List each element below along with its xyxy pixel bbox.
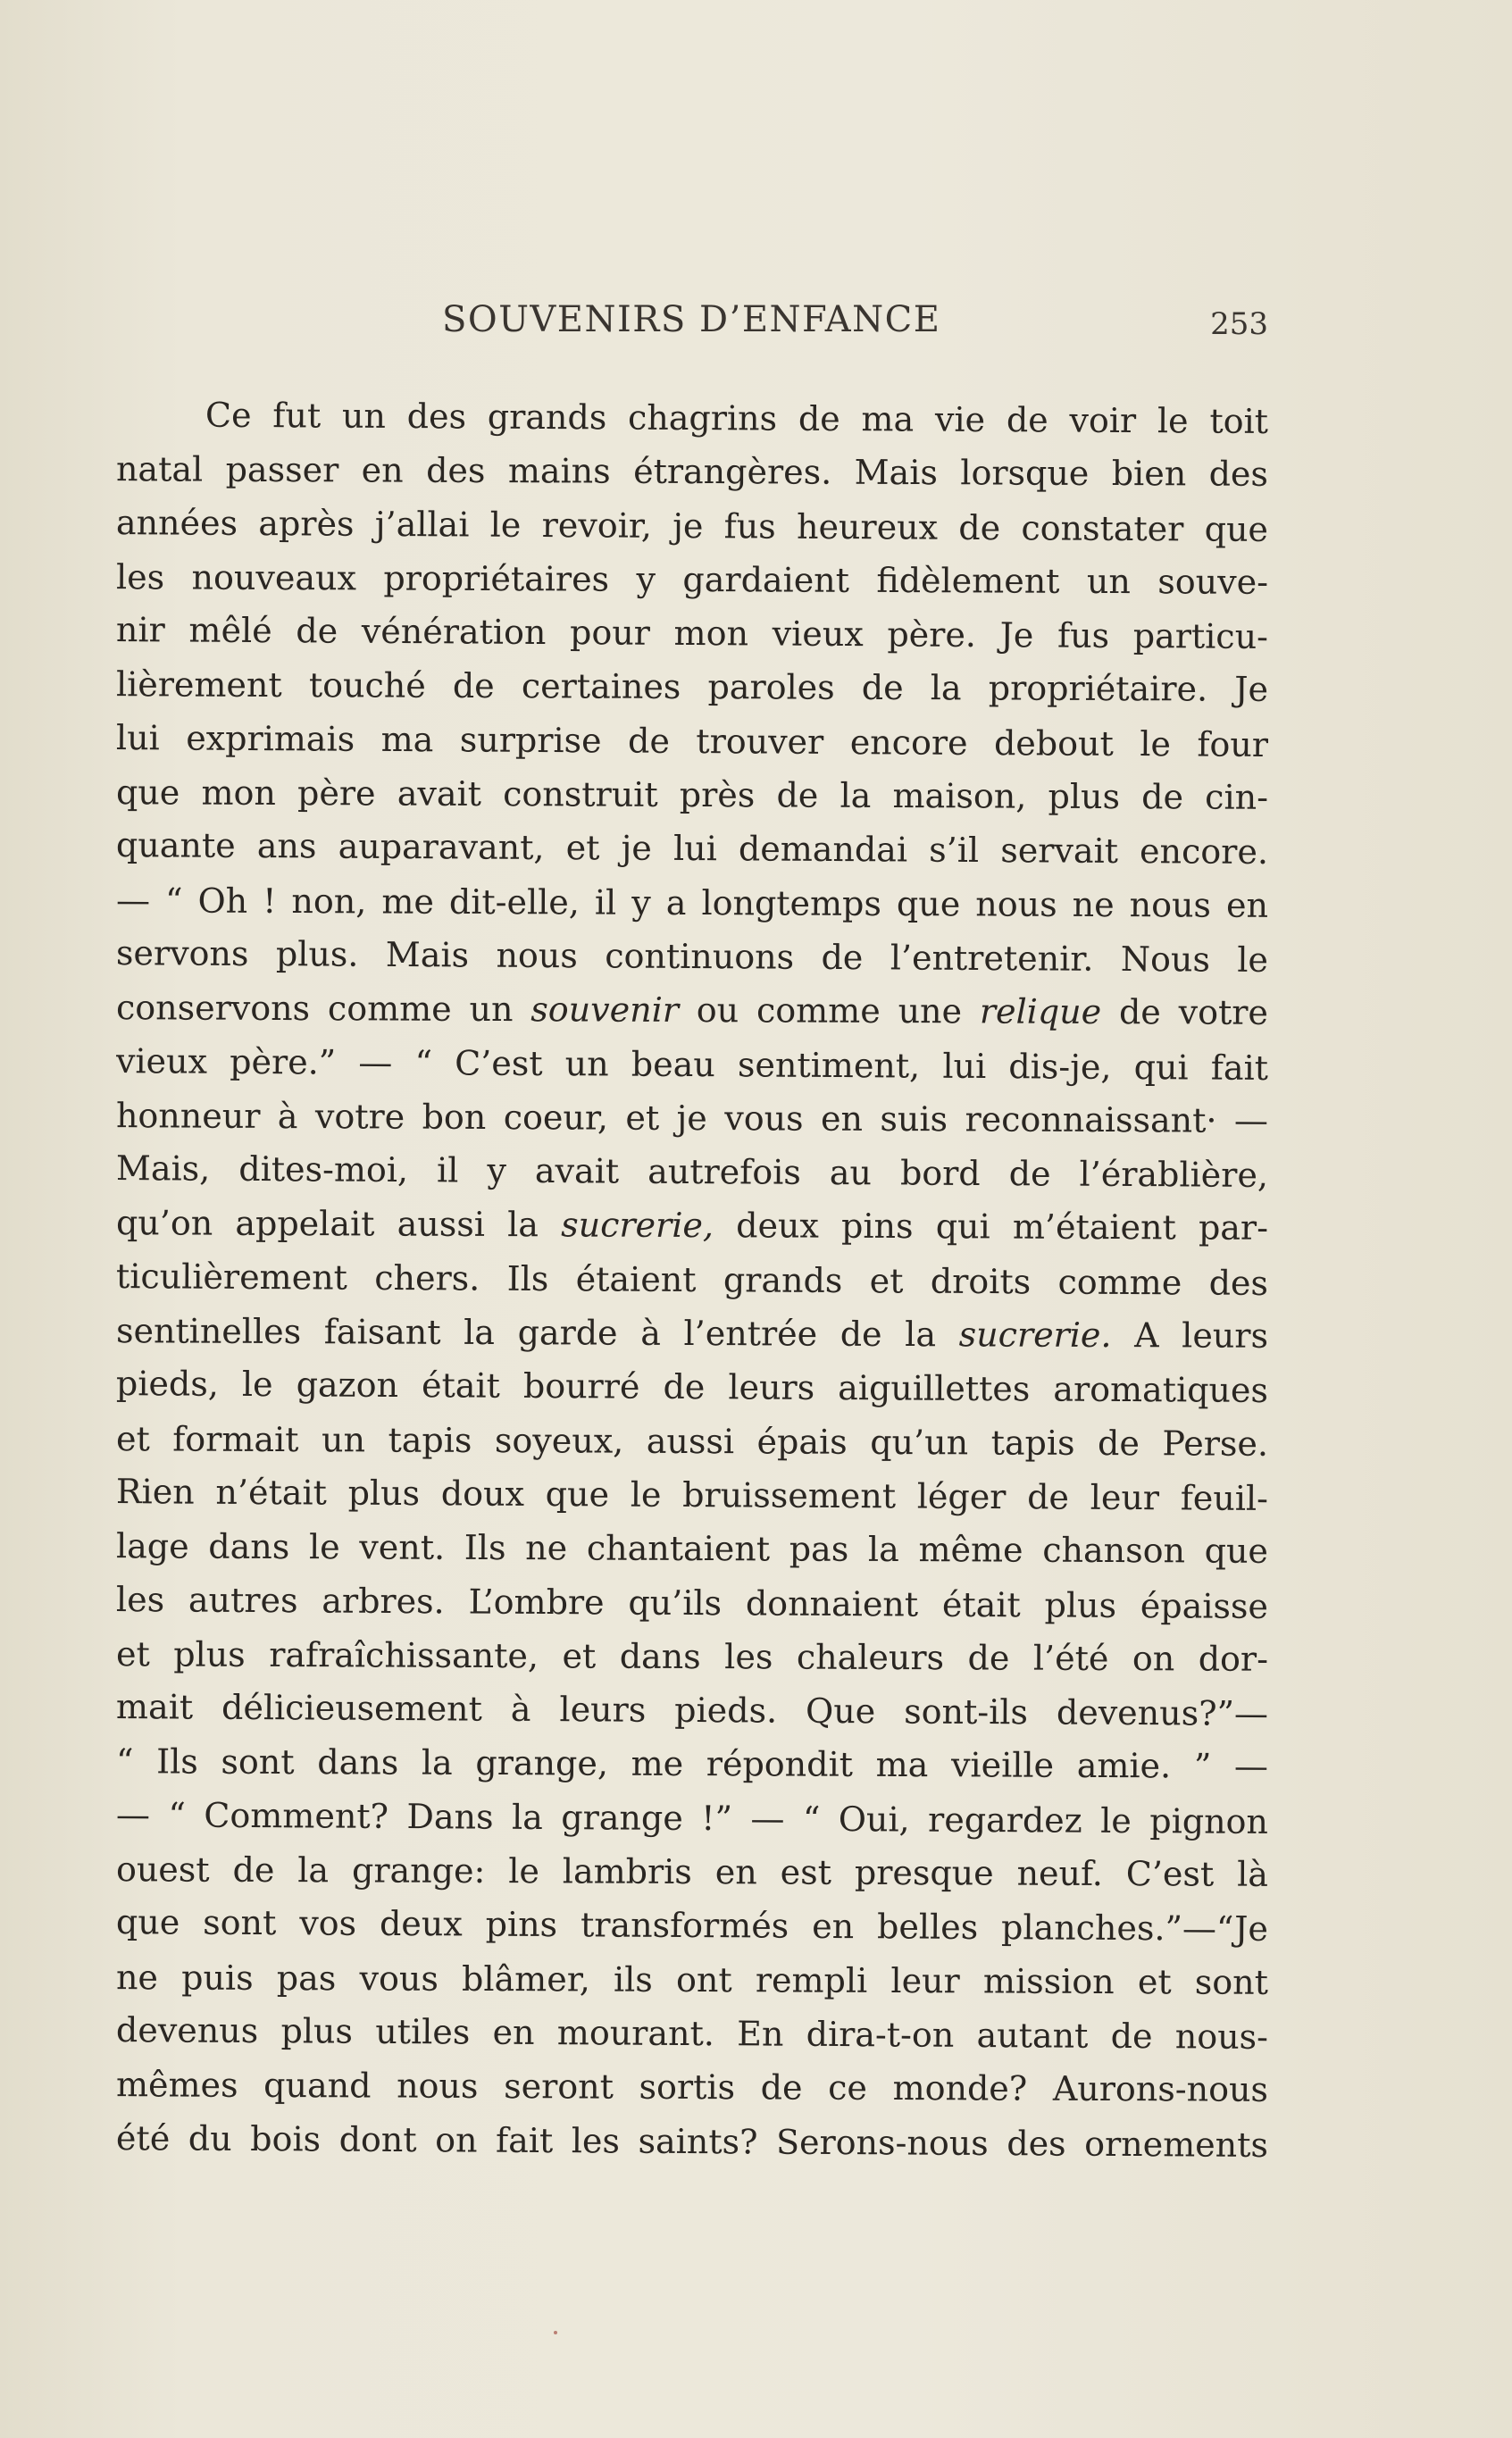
running-title: SOUVENIRS D’ENFANCE [442,299,941,340]
text-fragment: qu’on appelait aussi la [115,1203,562,1245]
text-line: Ce fut un des grands chagrins de ma vie de voir le toit [205,395,1269,441]
text-line: vieux père.” — “ C’est un beau sentiment, lui dis-je, qui fait [115,1040,1269,1088]
paper-speck [554,2331,557,2334]
text-line: Rien n’était plus doux que le bruissement léger de leur feuil- [115,1471,1269,1518]
text-fragment: deux pins qui m’étaient par- [713,1206,1269,1248]
italic-word: sucrerie, [561,1205,714,1246]
text-line: les autres arbres. L’ombre qu’ils donnaient était plus épaisse [115,1579,1269,1626]
text-line: ticulièrement chers. Ils étaient grands et droits comme des [115,1256,1269,1303]
text-line: lui exprimais ma surprise de trouver encore debout le four [115,717,1269,764]
text-line: été du bois dont on fait les saints? Serons-nous des ornements [115,2117,1269,2165]
text-line: Mais, dites-moi, il y avait autrefois au bord de l’érablière, [115,1148,1269,1196]
text-line: pieds, le gazon était bourré de leurs aiguillettes aromatiques [115,1364,1269,1411]
text-line: natal passer en des mains étrangères. Mais lorsque bien des [115,449,1269,495]
italic-word: relique [979,991,1102,1032]
italic-word: sucrerie. [958,1315,1112,1356]
text-fragment: ou comme une [678,990,981,1031]
text-line: — “ Oh ! non, me dit-elle, il y a longtemps que nous ne nous en [115,880,1269,925]
body-text [116,391,1268,2168]
text-line: devenus plus utiles en mourant. En dira-t-on autant de nous- [115,2009,1269,2057]
text-line: honneur à votre bon coeur, et je vous en suis reconnaissant· — [115,1096,1269,1140]
text-fragment: conservons comme un [115,988,531,1030]
text-line: que sont vos deux pins transformés en belles planches.”—“Je [115,1902,1269,1950]
text-line-with-italics [116,981,1268,1039]
text-line-with-italics [116,1197,1268,1256]
text-line: ne puis pas vous blâmer, ils ont rempli leur mission et sont [115,1957,1269,2002]
text-line: et formait un tapis soyeux, aussi épais qu’un tapis de Perse. [115,1418,1269,1464]
text-fragment: sentinelles faisant la garde à l’entrée de la [115,1311,959,1355]
text-line: “ Ils sont dans la grange, me répondit ma vieille amie. ” — [115,1741,1269,1787]
text-line: nir mêlé de vénération pour mon vieux père. Je fus particu- [115,610,1269,657]
italic-word: souvenir [530,989,680,1031]
text-line: que mon père avait construit près de la maison, plus de cin- [115,772,1269,817]
text-line: et plus rafraîchissante, et dans les chaleurs de l’été on dor- [115,1634,1269,1679]
text-fragment: A leurs [1111,1315,1269,1356]
text-line: mait délicieusement à leurs pieds. Que sont-ils devenus?”— [115,1687,1269,1734]
text-line: mêmes quand nous seront sortis de ce monde? Aurons-nous [115,2065,1269,2110]
text-line: lièrement touché de certaines paroles de la propriétaire. Je [115,664,1269,710]
page-header [116,299,1268,344]
page-number: 253 [1210,306,1268,342]
text-line: lage dans le vent. Ils ne chantaient pas la même chanson que [115,1526,1269,1572]
text-fragment: de votre [1101,992,1269,1033]
text-line: années après j’allai le revoir, je fus heureux de constater que [115,502,1269,549]
text-line-with-italics [116,1304,1268,1363]
text-line: — “ Comment? Dans la grange !” — “ Oui, regardez le pignon [115,1794,1269,1841]
text-line: servons plus. Mais nous continuons de l’entretenir. Nous le [115,933,1269,980]
text-line: les nouveaux propriétaires y gardaient fidèlement un souve- [115,557,1269,602]
text-line: quante ans auparavant, et je lui demandai s’il servait encore. [115,825,1269,873]
text-line: ouest de la grange: le lambris en est presque neuf. C’est là [115,1849,1269,1894]
